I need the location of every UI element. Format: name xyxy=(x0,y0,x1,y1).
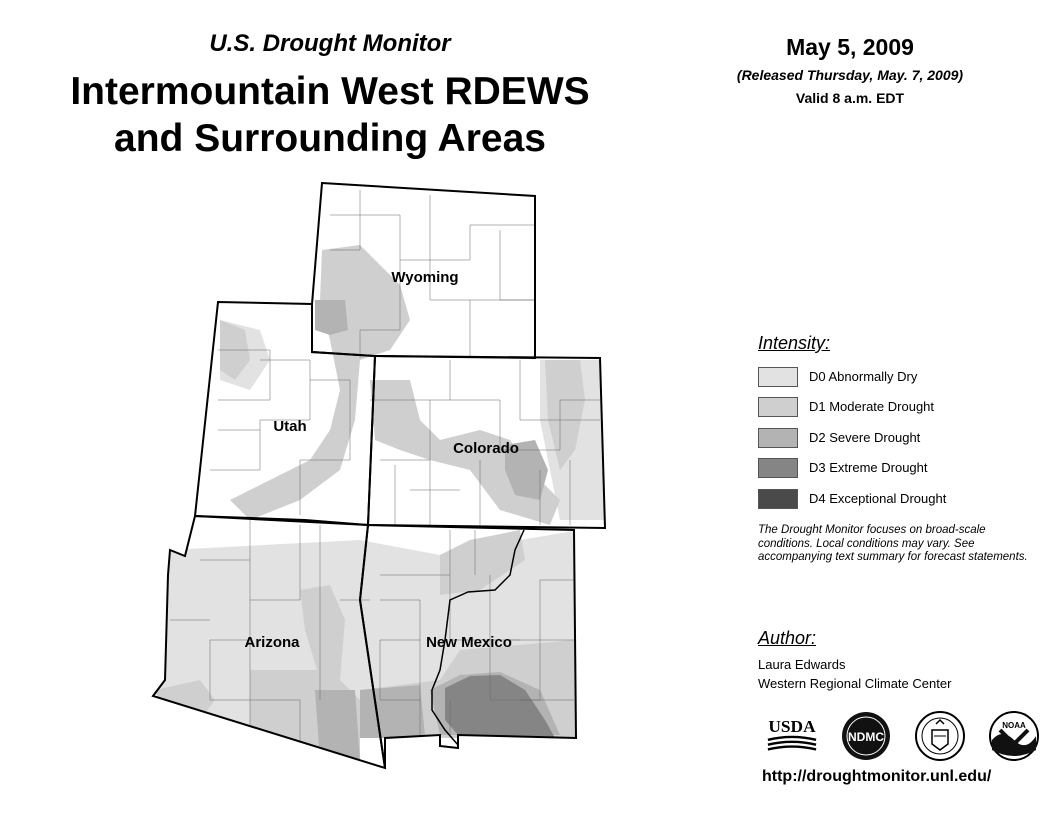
legend-label-d0: D0 Abnormally Dry xyxy=(809,369,918,384)
author-org: Western Regional Climate Center xyxy=(758,676,952,691)
ndmc-logo xyxy=(840,710,892,762)
legend-label-d1: D1 Moderate Drought xyxy=(809,399,935,414)
legend-swatch-d3 xyxy=(758,458,798,478)
state-label-utah: Utah xyxy=(273,418,307,435)
legend-label-d2: D2 Severe Drought xyxy=(809,430,921,445)
legend-item-d1 xyxy=(758,397,1018,417)
noaa-logo xyxy=(988,710,1040,762)
usda-logo xyxy=(766,710,818,762)
state-label-wyoming: Wyoming xyxy=(391,269,459,286)
title-line-1: Intermountain West RDEWS xyxy=(70,70,590,113)
state-label-new-mexico: New Mexico xyxy=(426,634,512,651)
title-line-2: and Surrounding Areas xyxy=(114,117,546,160)
legend-note: The Drought Monitor focuses on broad-scale conditions. Local conditions may vary. See accompanying text summary for forecast statements. xyxy=(758,524,1028,563)
legend-label-d4: D4 Exceptional Drought xyxy=(809,491,947,506)
author-heading: Author: xyxy=(758,628,817,648)
map-date: May 5, 2009 xyxy=(786,34,914,60)
source-url-link[interactable]: http://droughtmonitor.unl.edu/ xyxy=(762,768,992,785)
author-name: Laura Edwards xyxy=(758,657,846,672)
legend-swatch-d2 xyxy=(758,428,798,448)
legend-label-d3: D3 Extreme Drought xyxy=(809,460,928,475)
legend-swatch-d0 xyxy=(758,367,798,387)
commerce-seal-logo xyxy=(914,710,966,762)
svg-text:NDMC: NDMC xyxy=(848,730,884,744)
map-subtitle: U.S. Drought Monitor xyxy=(209,30,451,57)
legend-swatch-d4 xyxy=(758,489,798,509)
legend-item-d2 xyxy=(758,428,1018,448)
svg-text:NOAA: NOAA xyxy=(1002,721,1026,730)
state-label-arizona: Arizona xyxy=(244,634,300,651)
valid-time: Valid 8 a.m. EDT xyxy=(795,90,905,106)
legend-heading: Intensity: xyxy=(758,333,831,353)
legend-item-d4 xyxy=(758,489,1018,509)
state-label-colorado: Colorado xyxy=(453,440,519,457)
legend-swatch-d1 xyxy=(758,397,798,417)
release-date: (Released Thursday, May. 7, 2009) xyxy=(736,67,964,83)
legend-item-d3 xyxy=(758,458,1018,478)
svg-text:USDA: USDA xyxy=(768,717,816,737)
legend-item-d0 xyxy=(758,367,1018,387)
